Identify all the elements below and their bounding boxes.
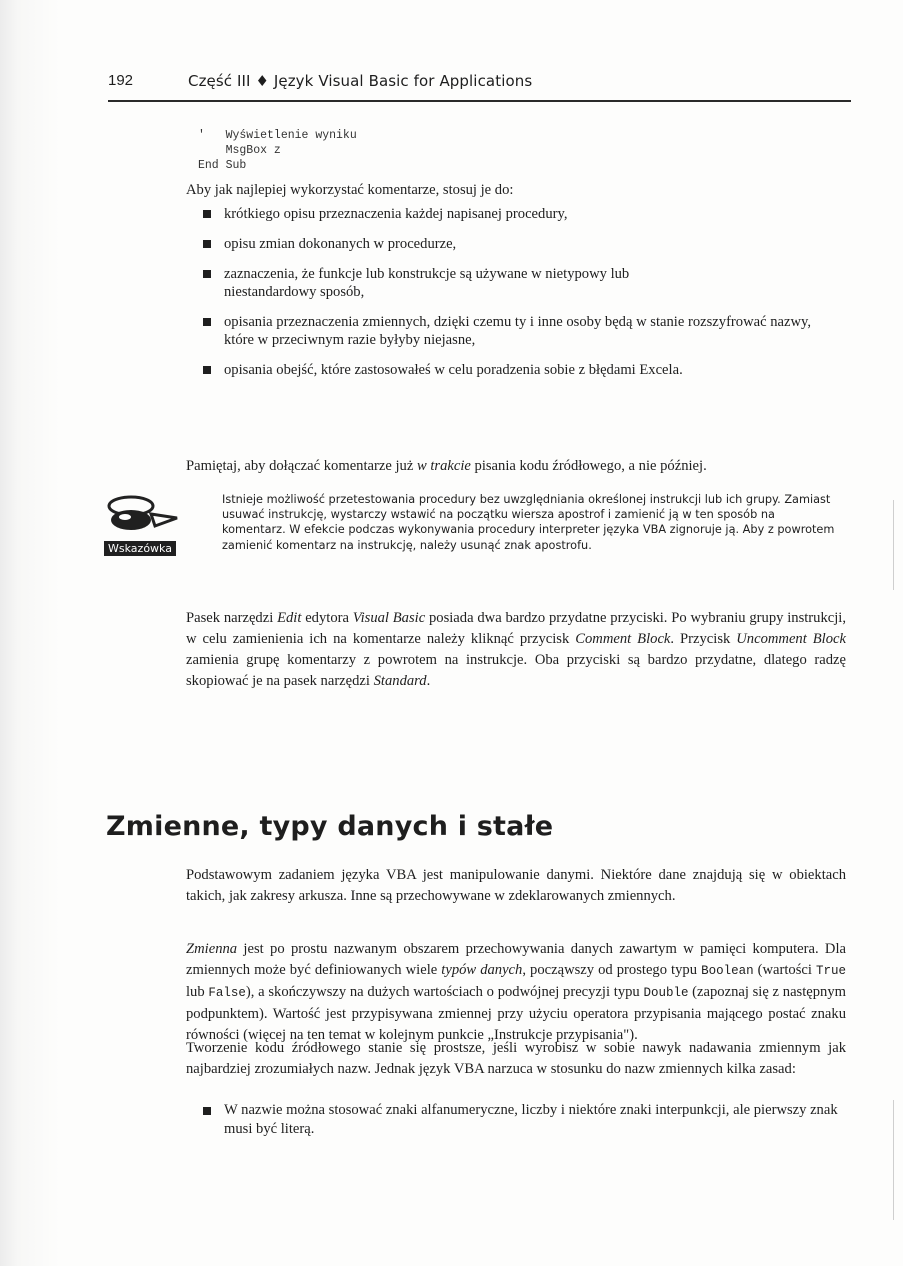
tip-text: Istnieje możliwość przetestowania procedury bez uwzględniania określonej instrukcji lub ich grupy. Zamiast usuwać instrukcję, wystarczy wstawić na początku wiersza apostrof i zamienić ją w ten sposób na komentarz. W efekcie podczas wykonywania procedury interpreter języka VBA zignoruje ją. Aby z powrotem zamienić komentarz na instrukcję, należy usunąć znak apostrofu. bbox=[222, 493, 835, 552]
vba-data-paragraph: Podstawowym zadaniem języka VBA jest manipulowanie danymi. Niektóre dane znajdują się w obiektach takich, jak zakresy arkusza. Inne są przechowywane w zdeklarowanych zmiennych. bbox=[186, 867, 846, 904]
italic-span: Standard bbox=[373, 673, 427, 689]
text-span: Pamiętaj, aby dołączać komentarze już bbox=[186, 458, 417, 474]
page-number: 192 bbox=[108, 72, 134, 89]
text-span: pisania kodu źródłowego, a nie później. bbox=[470, 458, 707, 474]
text-span: edytora bbox=[301, 610, 353, 626]
code-span: False bbox=[208, 986, 246, 1000]
italic-span: Comment Block bbox=[575, 631, 671, 647]
list-item: W nazwie można stosować znaki alfanumeryczne, liczby i niektóre znaki interpunkcji, ale pierwszy znak musi być literą. bbox=[200, 1101, 844, 1139]
text-span: . Przycisk bbox=[670, 631, 737, 647]
text-span: ), a skończywszy na dużych wartościach o podwójnej precyzji typu bbox=[245, 984, 644, 1000]
text-span: . bbox=[426, 673, 431, 689]
italic-span: Zmienna bbox=[186, 941, 238, 957]
code-span: Boolean bbox=[701, 964, 754, 978]
italic-span: Visual Basic bbox=[352, 610, 426, 626]
remember-paragraph bbox=[186, 456, 856, 477]
names-paragraph: Tworzenie kodu źródłowego stanie się prostsze, jeśli wyrobisz w sobie nawyk nadawania zmiennym jak najbardziej zrozumiałych nazw. Jednak język VBA narzuca w stosunku do nazw zmiennych kilka zasad: bbox=[186, 1040, 846, 1077]
italic-span: Uncomment Block bbox=[736, 631, 846, 647]
code-span: Double bbox=[643, 986, 689, 1000]
code-line: ' Wyświetlenie wyniku bbox=[198, 129, 357, 142]
italic-span: w trakcie bbox=[416, 458, 471, 474]
tip-label: Wskazówka bbox=[104, 541, 176, 556]
text-span: lub bbox=[186, 984, 209, 1000]
list-item: opisania przeznaczenia zmiennych, dzięki czemu ty i inne osoby będą w stanie rozszyfrować nazwy, które w przeciwnym razie byłyby niejasne, bbox=[200, 313, 814, 349]
toolbar-paragraph bbox=[186, 608, 846, 692]
scan-artifact bbox=[893, 500, 894, 590]
code-span: True bbox=[815, 964, 846, 978]
text-span: posiada dwa bardzo przydatne przyciski. Po wybraniu grupy instrukcji, w celu zamienienia ich na komentarze należy kliknąć przycisk bbox=[186, 610, 846, 647]
text-span: jest po prostu nazwanym obszarem przechowywania danych zawartym w pamięci komputera. Dla zmiennych może być definiowanych wiele bbox=[186, 941, 846, 978]
code-snippet bbox=[198, 128, 357, 173]
italic-span: Edit bbox=[277, 610, 302, 626]
comment-uses-list bbox=[200, 205, 840, 391]
scan-artifact bbox=[893, 1100, 894, 1220]
text-span: zamienia grupę komentarzy z powrotem na instrukcje. Oba przyciski są bardzo przydatne, dlatego radzę skopiować je na pasek narzędzi bbox=[186, 652, 846, 689]
list-item: krótkiego opisu przeznaczenia każdej napisanej procedury, bbox=[200, 205, 840, 223]
list-item: opisania obejść, które zastosowałeś w celu poradzenia sobie z błędami Excela. bbox=[200, 361, 840, 379]
intro-paragraph: Aby jak najlepiej wykorzystać komentarze, stosuj je do: bbox=[186, 182, 514, 198]
section-heading: Zmienne, typy danych i stałe bbox=[106, 811, 554, 842]
code-line: MsgBox z bbox=[198, 144, 281, 157]
list-item: zaznaczenia, że funkcje lub konstrukcje są używane w nietypowy lub niestandardowy sposób, bbox=[200, 265, 694, 301]
text-span: (zapoznaj się z następnym podpunktem). Wartość jest przypisywana zmiennej przy użyciu operatora przypisania mającego postać znaku równości (więcej na ten temat w kolejnym punkcie „Instrukcje przypisania"). bbox=[186, 984, 846, 1043]
page-header bbox=[108, 70, 851, 102]
variable-paragraph bbox=[186, 939, 846, 1046]
tip-icon bbox=[105, 486, 181, 546]
text-span: Pasek narzędzi bbox=[186, 610, 278, 626]
italic-span: typów danych bbox=[441, 962, 523, 978]
text-span: , począwszy od prostego typu bbox=[522, 962, 702, 978]
running-title: Część III ♦ Język Visual Basic for Applications bbox=[188, 72, 533, 90]
text-span: (wartości bbox=[753, 962, 816, 978]
code-line: End Sub bbox=[198, 159, 247, 172]
list-item: opisu zmian dokonanych w procedurze, bbox=[200, 235, 840, 253]
